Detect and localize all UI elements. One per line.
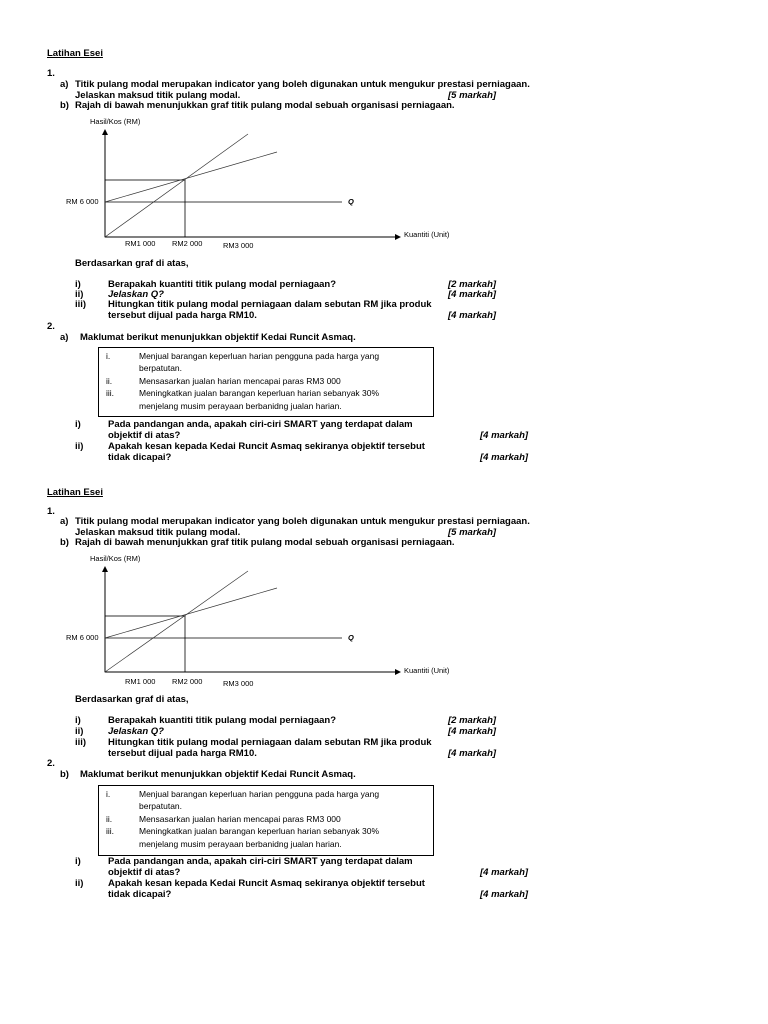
objective-text: Meningkatkan jualan barangan keperluan harian sebanyak 30% [139, 826, 380, 836]
q1-item-marks: [4 markah] [448, 726, 497, 737]
q2-item-text-line2: objektif di atas? [108, 430, 181, 441]
q1b-marker: b) [60, 100, 69, 111]
section-title: Latihan Esei [47, 48, 103, 59]
q1a-text-line1: Titik pulang modal merupakan indicator yang boleh digunakan untuk mengukur prestasi perniagaan. [75, 516, 530, 527]
q2-item-text: Apakah kesan kepada Kedai Runcit Asmaq sekiranya objektif tersebut [108, 878, 425, 889]
q1-item-marks: [4 markah] [448, 748, 497, 759]
total-cost-line [105, 152, 277, 202]
q1b-text: Rajah di bawah menunjukkan graf titik pulang modal sebuah organisasi perniagaan. [75, 537, 455, 548]
graph-prompt: Berdasarkan graf di atas, [75, 258, 189, 269]
q2-item-text: Pada pandangan anda, apakah ciri-ciri SMART yang terdapat dalam [108, 419, 413, 430]
objective-text: Menjual barangan keperluan harian pengguna pada harga yang [139, 351, 380, 361]
q1-item-text: Hitungkan titik pulang modal perniagaan dalam sebutan RM jika produk [108, 299, 432, 310]
x-tick-label: RM2 000 [172, 677, 203, 686]
q1-item-number: ii) [75, 289, 84, 300]
q2-item-number: i) [75, 856, 81, 867]
x-axis-label: Kuantiti (Unit) [404, 666, 450, 675]
section-title: Latihan Esei [47, 487, 103, 498]
objective-text-line2: menjelang musim perayaan berbanidng jualan harian. [139, 401, 342, 411]
q1-item-marks: [2 markah] [448, 715, 497, 726]
objective-text-line2: berpatutan. [139, 363, 183, 373]
q1a-marker: a) [60, 79, 69, 90]
objective-number: i. [106, 351, 111, 361]
q2-item-text: Pada pandangan anda, apakah ciri-ciri SMART yang terdapat dalam [108, 856, 413, 867]
q1-item-marks: [2 markah] [448, 279, 497, 290]
x-tick-label: RM1 000 [125, 239, 156, 248]
x-tick-label: RM3 000 [223, 679, 254, 688]
q2-item-number: ii) [75, 441, 84, 452]
y-axis-label: Hasil/Kos (RM) [90, 554, 141, 563]
q1-item-text-line2: tersebut dijual pada harga RM10. [108, 748, 257, 759]
q2-item-marks: [4 markah] [480, 867, 529, 878]
q1-item-text: Hitungkan titik pulang modal perniagaan dalam sebutan RM jika produk [108, 737, 432, 748]
q1-item-text: Berapakah kuantiti titik pulang modal perniagaan? [108, 715, 337, 726]
question-1-number: 1. [47, 506, 55, 517]
objective-text: Mensasarkan jualan harian mencapai paras RM3 000 [139, 814, 341, 824]
q2-item-number: i) [75, 419, 81, 430]
q1-item-text: Jelaskan Q? [108, 726, 164, 737]
y-tick-label: RM 6 000 [66, 197, 99, 206]
q-line-label: Q [348, 197, 354, 206]
total-cost-line [105, 588, 277, 638]
x-axis-label: Kuantiti (Unit) [404, 230, 450, 239]
q1b-marker: b) [60, 537, 69, 548]
q2-item-marks: [4 markah] [480, 452, 529, 463]
q2-item-marks: [4 markah] [480, 430, 529, 441]
objective-text-line2: berpatutan. [139, 801, 183, 811]
break-even-graph [60, 549, 480, 691]
objective-text: Mensasarkan jualan harian mencapai paras RM3 000 [139, 376, 341, 386]
q2-text: Maklumat berikut menunjukkan objektif Kedai Runcit Asmaq. [80, 332, 356, 343]
revenue-line [105, 134, 248, 237]
q2-item-text: Apakah kesan kepada Kedai Runcit Asmaq sekiranya objektif tersebut [108, 441, 425, 452]
objective-number: ii. [106, 376, 113, 386]
objective-number: ii. [106, 814, 113, 824]
q1-item-number: i) [75, 279, 81, 290]
x-tick-label: RM2 000 [172, 239, 203, 248]
graph-prompt: Berdasarkan graf di atas, [75, 694, 189, 705]
objective-number: iii. [106, 826, 115, 836]
q1-item-number: iii) [75, 737, 87, 748]
q1-item-marks: [4 markah] [448, 310, 497, 321]
q1b-text: Rajah di bawah menunjukkan graf titik pulang modal sebuah organisasi perniagaan. [75, 100, 455, 111]
x-tick-label: RM3 000 [223, 241, 254, 250]
question-1-number: 1. [47, 68, 55, 79]
q1a-text-line2: Jelaskan maksud titik pulang modal. [75, 527, 241, 538]
question-2-number: 2. [47, 321, 55, 332]
objectives-box [98, 347, 434, 417]
q1-item-number: ii) [75, 726, 84, 737]
q2-item-marks: [4 markah] [480, 889, 529, 900]
q2-marker: a) [60, 332, 69, 343]
y-tick-label: RM 6 000 [66, 633, 99, 642]
q1-item-text: Berapakah kuantiti titik pulang modal perniagaan? [108, 279, 337, 290]
q1a-marker: a) [60, 516, 69, 527]
q1-item-marks: [4 markah] [448, 289, 497, 300]
q1-item-number: i) [75, 715, 81, 726]
q2-item-text-line2: tidak dicapai? [108, 452, 172, 463]
q2-item-text-line2: objektif di atas? [108, 867, 181, 878]
q2-marker: b) [60, 769, 69, 780]
x-tick-label: RM1 000 [125, 677, 156, 686]
objectives-box [98, 785, 434, 856]
q1a-text-line1: Titik pulang modal merupakan indicator yang boleh digunakan untuk mengukur prestasi perniagaan. [75, 79, 530, 90]
objective-number: i. [106, 789, 111, 799]
q1a-marks: [5 markah] [448, 90, 497, 101]
q1-item-text-line2: tersebut dijual pada harga RM10. [108, 310, 257, 321]
objective-number: iii. [106, 388, 115, 398]
revenue-line [105, 571, 248, 672]
q1a-text-line2: Jelaskan maksud titik pulang modal. [75, 90, 241, 101]
q1a-marks: [5 markah] [448, 527, 497, 538]
break-even-graph [60, 112, 480, 254]
q2-item-text-line2: tidak dicapai? [108, 889, 172, 900]
q1-item-number: iii) [75, 299, 87, 310]
question-2-number: 2. [47, 758, 55, 769]
objective-text: Menjual barangan keperluan harian pengguna pada harga yang [139, 789, 380, 799]
q2-text: Maklumat berikut menunjukkan objektif Kedai Runcit Asmaq. [80, 769, 356, 780]
q1-item-text: Jelaskan Q? [108, 289, 164, 300]
q-line-label: Q [348, 633, 354, 642]
objective-text-line2: menjelang musim perayaan berbanidng jualan harian. [139, 839, 342, 849]
objective-text: Meningkatkan jualan barangan keperluan harian sebanyak 30% [139, 388, 380, 398]
q2-item-number: ii) [75, 878, 84, 889]
y-axis-label: Hasil/Kos (RM) [90, 117, 141, 126]
